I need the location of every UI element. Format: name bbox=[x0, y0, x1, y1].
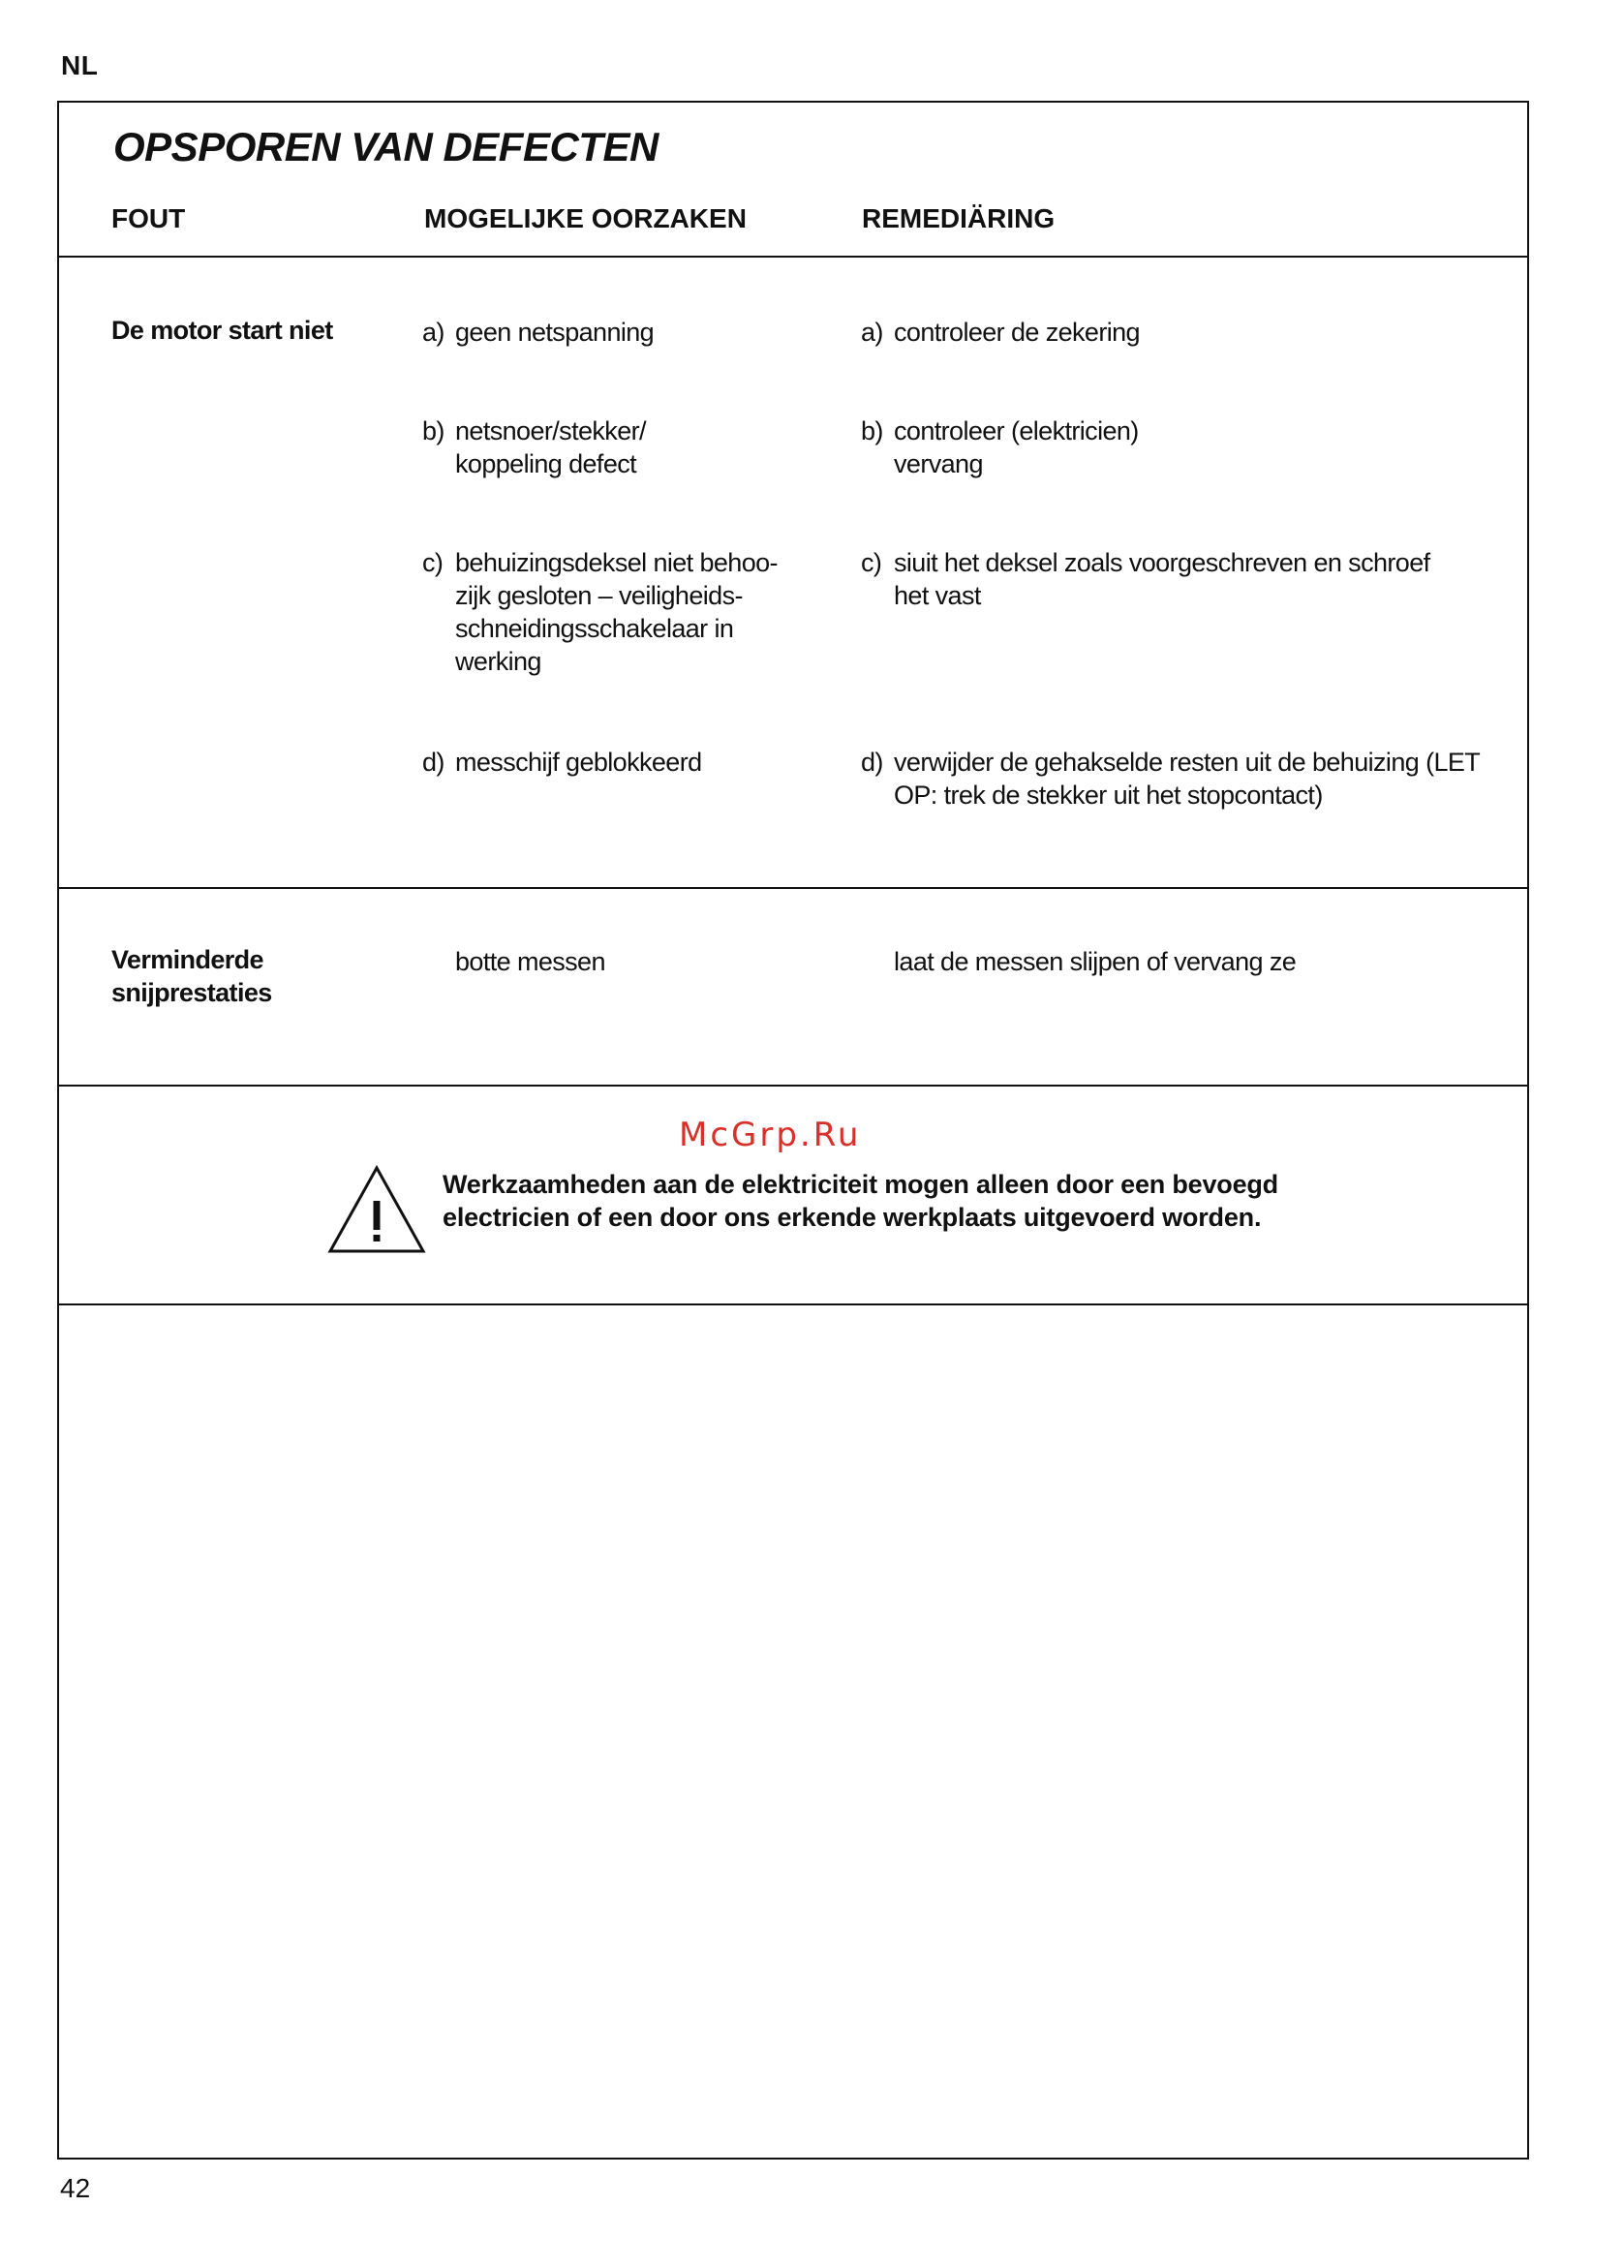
cause-text: messchijf geblokkeerd bbox=[455, 748, 702, 777]
cause-text: geen netspanning bbox=[455, 318, 655, 347]
column-header-causes: MOGELIJKE OORZAKEN bbox=[424, 203, 747, 233]
cause-item bbox=[422, 414, 713, 480]
cause-mark: b) bbox=[422, 416, 444, 445]
cause-text: botte messen bbox=[455, 947, 605, 976]
remedy-text: controleer (elektricien) vervang bbox=[894, 416, 1139, 478]
troubleshooting-frame bbox=[57, 101, 1529, 2160]
section-divider bbox=[59, 887, 1527, 889]
warning-triangle-icon bbox=[326, 1164, 427, 1255]
cause-item bbox=[422, 316, 810, 349]
header-divider bbox=[59, 256, 1527, 258]
remedy-mark: b) bbox=[861, 416, 883, 445]
column-header-fault: FOUT bbox=[111, 203, 186, 233]
cause-item bbox=[422, 746, 810, 779]
remedy-text: controleer de zekering bbox=[894, 318, 1140, 347]
page-number: 42 bbox=[60, 2173, 91, 2203]
cause-mark: d) bbox=[422, 748, 444, 777]
remedy-item bbox=[861, 546, 1461, 612]
cause-text: netsnoer/stekker/ koppeling defect bbox=[455, 416, 646, 478]
cause-item bbox=[422, 546, 810, 678]
fault-motor-start: De motor start niet bbox=[111, 316, 333, 345]
cause-text: behuizingsdeksel niet behoo-zijk gesloten – veiligheids-schneidingsschakelaar in werking bbox=[455, 548, 778, 676]
remedy-text: laat de messen slijpen of vervang ze bbox=[894, 947, 1297, 976]
page-title: OPSPOREN VAN DEFECTEN bbox=[113, 124, 659, 169]
remedy-text: verwijder de gehakselde resten uit de behuizing (LET OP: trek de stekker uit het stopcontact) bbox=[894, 748, 1480, 810]
cause-mark: c) bbox=[422, 548, 444, 577]
cause-mark: a) bbox=[422, 318, 444, 347]
remedy-mark: a) bbox=[861, 318, 883, 347]
section-divider bbox=[59, 1303, 1527, 1305]
remedy-item bbox=[861, 746, 1481, 812]
warning-text: Werkzaamheden aan de elektriciteit mogen alleen door een bevoegd electricien of een door ons erkende werkplaats uitgevoerd worden. bbox=[443, 1170, 1278, 1232]
watermark: McGrp.Ru bbox=[679, 1116, 862, 1154]
remedy-item bbox=[861, 316, 1481, 349]
column-header-remedy: REMEDIÄRING bbox=[862, 203, 1056, 233]
language-tag: NL bbox=[61, 50, 99, 80]
remedy-item bbox=[861, 414, 1180, 480]
section-divider bbox=[59, 1085, 1527, 1087]
remedy-mark: d) bbox=[861, 748, 883, 777]
fault-cutting-performance: Verminderde snijprestaties bbox=[111, 945, 272, 1007]
remedy-text: siuit het deksel zoals voorgeschreven en schroef het vast bbox=[894, 548, 1430, 610]
remedy-mark: c) bbox=[861, 548, 882, 577]
